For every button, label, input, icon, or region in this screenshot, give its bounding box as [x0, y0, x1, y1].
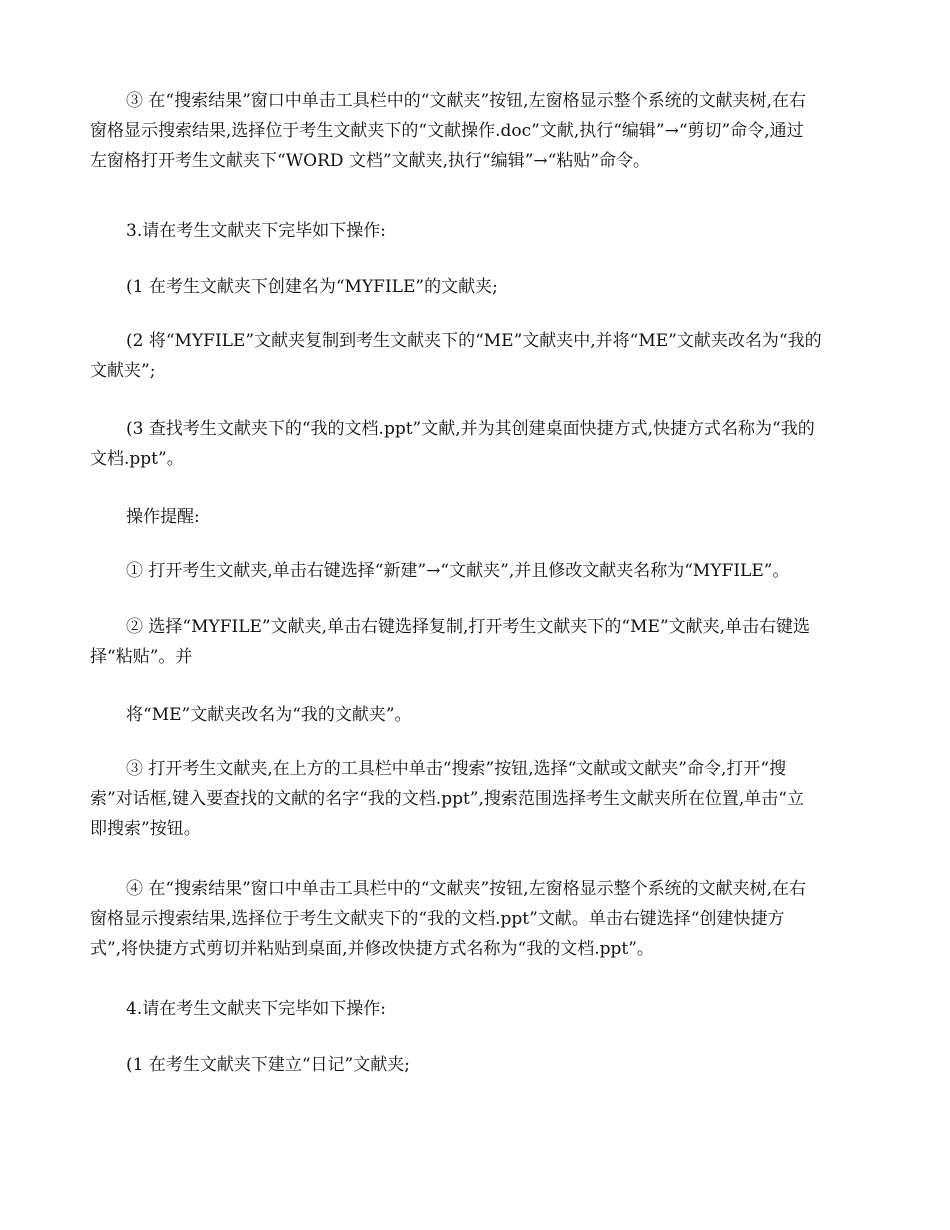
paragraph: [90, 556, 860, 586]
paragraph-line: 窗格显示搜索结果,选择位于考生文献夹下的“我的文档.ppt”文献。单击右键选择“创建快捷方: [90, 909, 785, 929]
paragraph: [90, 216, 860, 246]
paragraph-line: 文献夹”;: [90, 361, 156, 381]
paragraph-line: 择“粘贴”。并: [90, 647, 193, 667]
paragraph: [90, 874, 860, 964]
paragraph-line: (1 在考生文献夹下建立“日记”文献夹;: [126, 1055, 410, 1075]
paragraph-line: 式”,将快捷方式剪切并粘贴到桌面,并修改快捷方式名称为“我的文档.ppt”。: [90, 939, 654, 959]
paragraph-line: 4.请在考生文献夹下完毕如下操作:: [126, 999, 386, 1019]
paragraph-line: 文档.ppt”。: [90, 449, 184, 469]
paragraph-line: ④ 在“搜索结果”窗口中单击工具栏中的“文献夹”按钮,左窗格显示整个系统的文献夹树,在右: [126, 879, 806, 899]
paragraph: [90, 754, 860, 844]
paragraph-line: ① 打开考生文献夹,单击右键选择“新建”→“文献夹”,并且修改文献夹名称为“MYFILE”。: [126, 561, 790, 581]
paragraph: [90, 326, 860, 386]
paragraph-line: ③ 打开考生文献夹,在上方的工具栏中单击“搜索”按钮,选择“文献或文献夹”命令,打开“搜: [126, 759, 787, 779]
paragraph-line: 索”对话框,键入要查找的文献的名字“我的文档.ppt”,搜索范围选择考生文献夹所在位置,单击“立: [90, 789, 804, 809]
paragraph-line: (3 查找考生文献夹下的“我的文档.ppt”文献,并为其创建桌面快捷方式,快捷方式名称为“我的: [126, 419, 815, 439]
paragraph: [90, 502, 860, 532]
paragraph: [90, 86, 860, 176]
paragraph-line: (1 在考生文献夹下创建名为“MYFILE”的文献夹;: [126, 277, 498, 297]
paragraph: [90, 272, 860, 302]
paragraph-line: 窗格显示搜索结果,选择位于考生文献夹下的“文献操作.doc”文献,执行“编辑”→“剪切”命令,通过: [90, 121, 804, 141]
paragraph: [90, 414, 860, 474]
paragraph-line: 将“ME”文献夹改名为“我的文献夹”。: [126, 705, 412, 725]
paragraph: [90, 1050, 860, 1080]
paragraph-line: 即搜索”按钮。: [90, 819, 201, 839]
paragraph: [90, 612, 860, 672]
paragraph-line: 3.请在考生文献夹下完毕如下操作:: [126, 221, 386, 241]
paragraph-line: ② 选择“MYFILE”文献夹,单击右键选择复制,打开考生文献夹下的“ME”文献夹,单击右键选: [126, 617, 811, 637]
paragraph: [90, 994, 860, 1024]
paragraph-line: 操作提醒:: [126, 507, 200, 527]
paragraph-line: (2 将“MYFILE”文献夹复制到考生文献夹下的“ME”文献夹中,并将“ME”文献夹改名为“我的: [126, 331, 822, 351]
paragraph: [90, 700, 860, 730]
paragraph-line: ③ 在“搜索结果”窗口中单击工具栏中的“文献夹”按钮,左窗格显示整个系统的文献夹树,在右: [126, 91, 806, 111]
paragraph-line: 左窗格打开考生文献夹下“WORD 文档”文献夹,执行“编辑”→“粘贴”命令。: [90, 151, 651, 171]
